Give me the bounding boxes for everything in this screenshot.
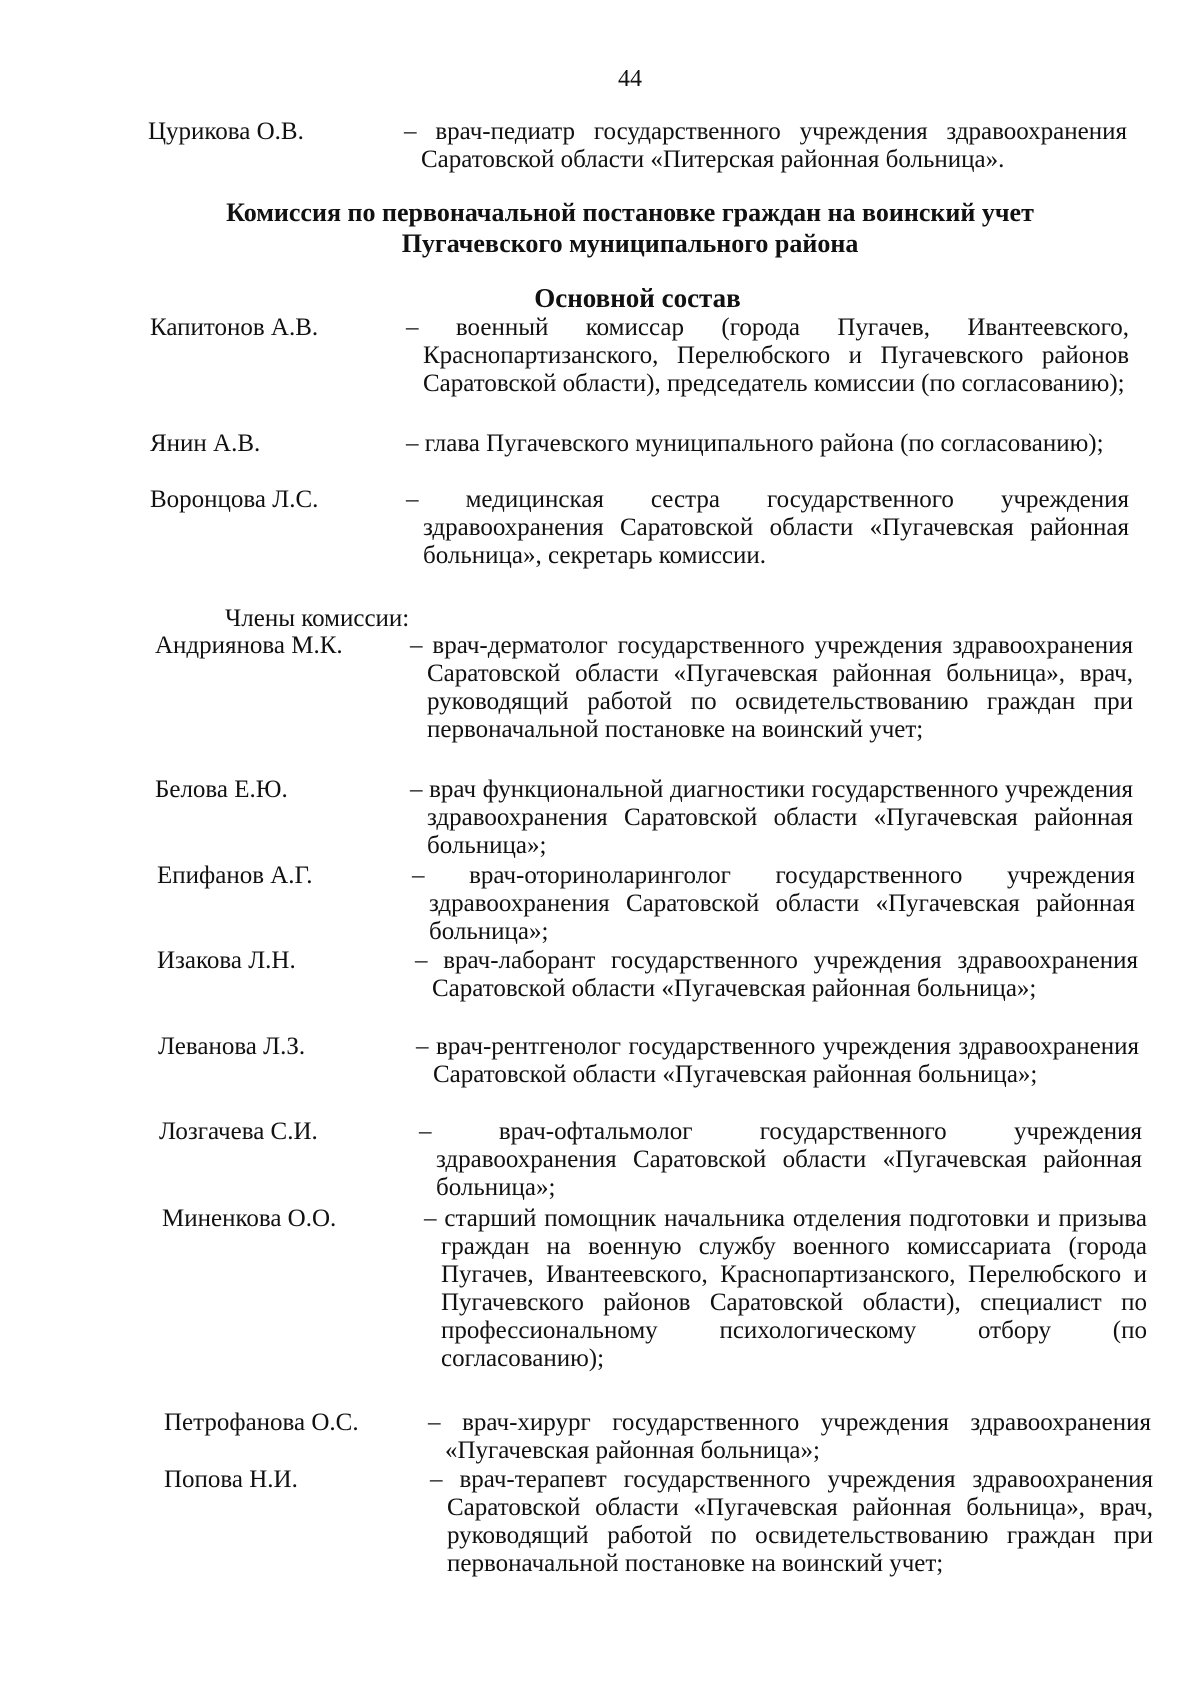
member-description: – врач-офтальмолог государственного учреждения здравоохранения Саратовской области «Пугачевская районная больница»;	[419, 1118, 1142, 1201]
member-name: Изакова Л.Н.	[157, 947, 296, 974]
member-name: Петрофанова О.С.	[164, 1409, 359, 1436]
member-6	[159, 1118, 1142, 1201]
member-description: – медицинская сестра государственного учреждения здравоохранения Саратовской области «Пугачевская районная больница», секретарь комиссии.	[406, 486, 1130, 569]
member-7	[162, 1205, 1147, 1372]
member-description: – врач-оториноларинголог государственного учреждения здравоохранения Саратовской области «Пугачевская районная больница»;	[412, 862, 1136, 945]
member-name: Миненкова О.О.	[162, 1205, 337, 1232]
main-composition-label: Основной состав	[534, 283, 741, 313]
member-name: Воронцова Л.С.	[150, 486, 319, 513]
page-number: 44	[618, 66, 642, 92]
member-4	[157, 947, 1138, 1002]
member-description: – врач-терапевт государственного учреждения здравоохранения Саратовской области «Пугачевская районная больница», врач, руководящий работой по освидетельствованию граждан при первоначальной постановке на воинский учет;	[430, 1466, 1153, 1577]
member-name: Попова Н.И.	[164, 1466, 298, 1493]
member-name: Капитонов А.В.	[150, 314, 319, 341]
top-entry	[148, 118, 1127, 173]
commission-title-line1: Комиссия по первоначальной постановке граждан на воинский учет	[226, 198, 1034, 227]
member-name: Андриянова М.К.	[155, 632, 343, 659]
member-1	[155, 632, 1134, 743]
member-description: – врач-хирург государственного учреждения здравоохранения «Пугачевская районная больница»;	[428, 1409, 1151, 1464]
member-9	[164, 1466, 1153, 1577]
member-description: – старший помощник начальника отделения подготовки и призыва граждан на военную службу военного комиссариата (города Пугачев, Ивантеевского, Краснопартизанского, Перелюбского и Пугачевского районов Саратовской области), специалист по профессиональному психологическому отбору (по согласованию);	[424, 1205, 1147, 1372]
main-member-1	[150, 314, 1129, 397]
member-description: – врач-дерматолог государственного учреждения здравоохранения Саратовской области «Пугачевская районная больница», врач, руководящий работой по освидетельствованию граждан при первоначальной постановке на воинский учет;	[410, 632, 1134, 743]
main-member-3	[150, 486, 1130, 569]
main-member-2	[150, 430, 1120, 458]
member-description: – врач-педиатр государственного учреждения здравоохранения Саратовской области «Питерская районная больница».	[404, 118, 1127, 173]
member-description: – военный комиссар (города Пугачев, Ивантеевского, Краснопартизанского, Перелюбского и Пугачевского районов Саратовской области), председатель комиссии (по согласованию);	[406, 314, 1129, 397]
member-5	[158, 1033, 1139, 1088]
member-name: Лозгачева С.И.	[159, 1118, 318, 1145]
commission-title-line2: Пугачевского муниципального района	[401, 229, 859, 258]
member-3	[157, 862, 1136, 945]
member-name: Епифанов А.Г.	[157, 862, 313, 889]
member-name: Леванова Л.З.	[158, 1033, 306, 1060]
member-2	[155, 776, 1133, 859]
member-name: Цурикова О.В.	[148, 118, 304, 145]
member-name: Янин А.В.	[150, 430, 261, 457]
member-8	[164, 1409, 1151, 1464]
member-description: – глава Пугачевского муниципального района (по согласованию);	[406, 430, 1104, 457]
members-label: Члены комиссии:	[225, 605, 410, 632]
member-description: – врач-лаборант государственного учреждения здравоохранения Саратовской области «Пугачевская районная больница»;	[415, 947, 1138, 1002]
member-name: Белова Е.Ю.	[155, 776, 288, 803]
member-description: – врач-рентгенолог государственного учреждения здравоохранения Саратовской области «Пугачевская районная больница»;	[416, 1033, 1139, 1088]
member-description: – врач функциональной диагностики государственного учреждения здравоохранения Саратовской области «Пугачевская районная больница»;	[410, 776, 1133, 859]
